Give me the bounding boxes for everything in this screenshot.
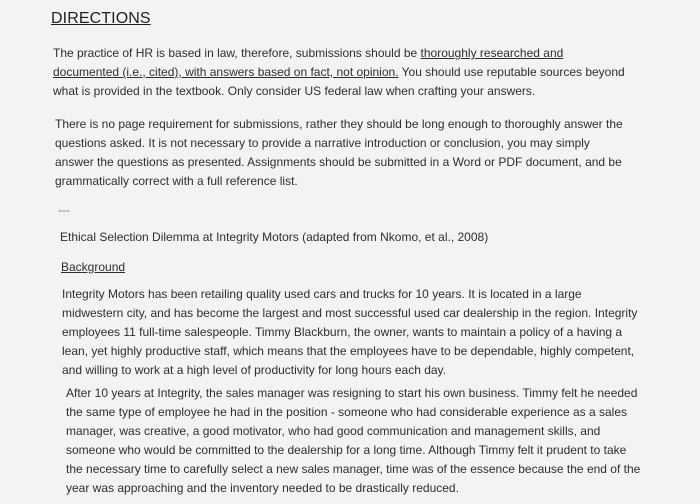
paragraph-line: year was approaching and the inventory needed to be drastically reduced. — [66, 481, 459, 495]
paragraph-line — [53, 63, 653, 82]
section-separator: --- — [58, 203, 70, 217]
paragraph-line: the necessary time to carefully select a new sales manager, time was of the essence because the end of the — [66, 462, 641, 476]
paragraph-line: answer the questions as presented. Assignments should be submitted in a Word or PDF document, and be — [55, 155, 622, 169]
paragraph-line: and willing to work at a high level of productivity for long hours each day. — [62, 363, 446, 377]
paragraph-text: You should use reputable sources beyond — [398, 65, 625, 79]
paragraph-line: Integrity Motors has been retailing quality used cars and trucks for 10 years. It is located in a large — [62, 287, 582, 301]
paragraph-line: the same type of employee he had in the position - someone who had considerable experience as a sales — [66, 405, 628, 419]
directions-paragraph-2 — [55, 115, 655, 191]
paragraph-line: questions asked. It is not necessary to provide a narrative introduction or conclusion, you may simply — [55, 136, 590, 150]
paragraph-text: The practice of HR is based in law, therefore, submissions should be — [53, 46, 421, 60]
background-heading: Background — [61, 260, 126, 274]
case-title: Ethical Selection Dilemma at Integrity Motors (adapted from Nkomo, et al., 2008) — [60, 230, 489, 244]
paragraph-line — [53, 44, 653, 63]
directions-heading: DIRECTIONS — [51, 10, 151, 27]
paragraph-line: what is provided in the textbook. Only consider US federal law when crafting your answers. — [53, 84, 536, 98]
paragraph-line: midwestern city, and has become the largest and most successful used car dealership in the region. Integrity — [62, 306, 638, 320]
paragraph-line: employees 11 full-time salespeople. Timmy Blackburn, the owner, wants to maintain a policy of a having a — [62, 325, 623, 339]
background-paragraph-1 — [62, 285, 682, 380]
background-paragraph-2 — [66, 384, 686, 498]
underlined-text: documented (i.e., cited), with answers based on fact, not opinion. — [53, 65, 399, 79]
paragraph-line: There is no page requirement for submissions, rather they should be long enough to thoroughly answer the — [55, 117, 623, 131]
paragraph-line: After 10 years at Integrity, the sales manager was resigning to start his own business. Timmy felt he needed — [66, 386, 638, 400]
paragraph-line: someone who would be committed to the dealership for a long time. Although Timmy felt it prudent to take — [66, 443, 627, 457]
paragraph-line: lean, yet highly productive staff, which means that the employees have to be dependable, highly competent, — [62, 344, 635, 358]
paragraph-line: manager, was creative, a good motivator, who had good communication and management skills, and — [66, 424, 601, 438]
underlined-text: thoroughly researched and — [420, 46, 564, 60]
directions-paragraph-1 — [53, 44, 653, 101]
paragraph-line: grammatically correct with a full reference list. — [55, 174, 298, 188]
